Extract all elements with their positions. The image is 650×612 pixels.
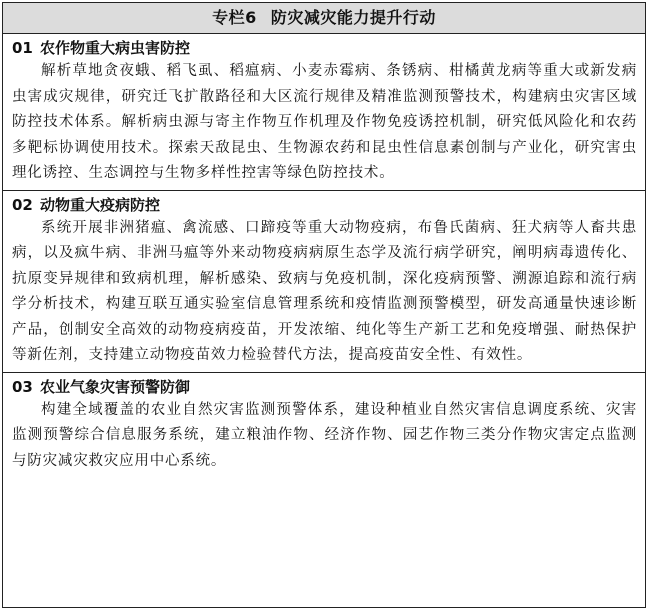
section-heading-text: 动物重大疫病防控 [40, 195, 161, 214]
section-body: 解析草地贪夜蛾、稻飞虱、稻瘟病、小麦赤霉病、条锈病、柑橘黄龙病等重大或新发病虫害成灾规律，研究迁飞扩散路径和大区流行规律及精准监测预警技术，构建病虫灾害区域防控技术体系。解析病虫源与寄主作物互作机理及作物免疫诱控机制，研究低风险化和农药多靶标协调使用技术。探索天敌昆虫、生物源农药和昆虫性信息素创制与产业化，研究害虫理化诱控、生态调控与生物多样性控害等绿色防控技术。 [12, 63, 637, 181]
section-01 [3, 34, 645, 190]
section-body: 系统开展非洲猪瘟、禽流感、口蹄疫等重大动物疫病，布鲁氏菌病、狂犬病等人畜共患病，以及疯牛病、非洲马瘟等外来动物疫病病原生态学及流行病学研究，阐明病毒遗传化、抗原变异规律和致病机理，解析感染、致病与免疫机制，深化疫病预警、溯源追踪和流行病学分析技术，构建互联互通实验室信息管理系统和疫情监测预警模型，研发高通量快速诊断产品，创制安全高效的动物疫病疫苗，开发浓缩、纯化等生产新工艺和免疫增强、耐热保护等新佐剂，支持建立动物疫苗效力检验替代方法，提高疫苗安全性、有效性。 [12, 219, 637, 363]
section-heading-text: 农作物重大病虫害防控 [40, 39, 191, 57]
section-heading [12, 376, 637, 398]
box-title-text: 防灾减灾能力提升行动 [270, 8, 436, 27]
section-body: 构建全域覆盖的农业自然灾害监测预警体系，建设种植业自然灾害信息调度系统、灾害监测预警综合信息服务系统，建立粮油作物、经济作物、园艺作物三类分作物灾害定点监测与防灾减灾救灾应用中心系统。 [12, 401, 637, 469]
section-heading-text: 农业气象灾害预警防御 [40, 377, 191, 396]
section-02 [3, 190, 645, 372]
section-heading [12, 37, 637, 59]
section-number: 03 [12, 377, 33, 396]
section-number: 01 [12, 39, 33, 57]
box-title-label: 专栏6 [212, 8, 257, 27]
box-title [3, 3, 645, 34]
section-number: 02 [12, 195, 33, 214]
feature-box [2, 2, 646, 608]
section-heading [12, 194, 637, 216]
section-03 [3, 372, 645, 478]
